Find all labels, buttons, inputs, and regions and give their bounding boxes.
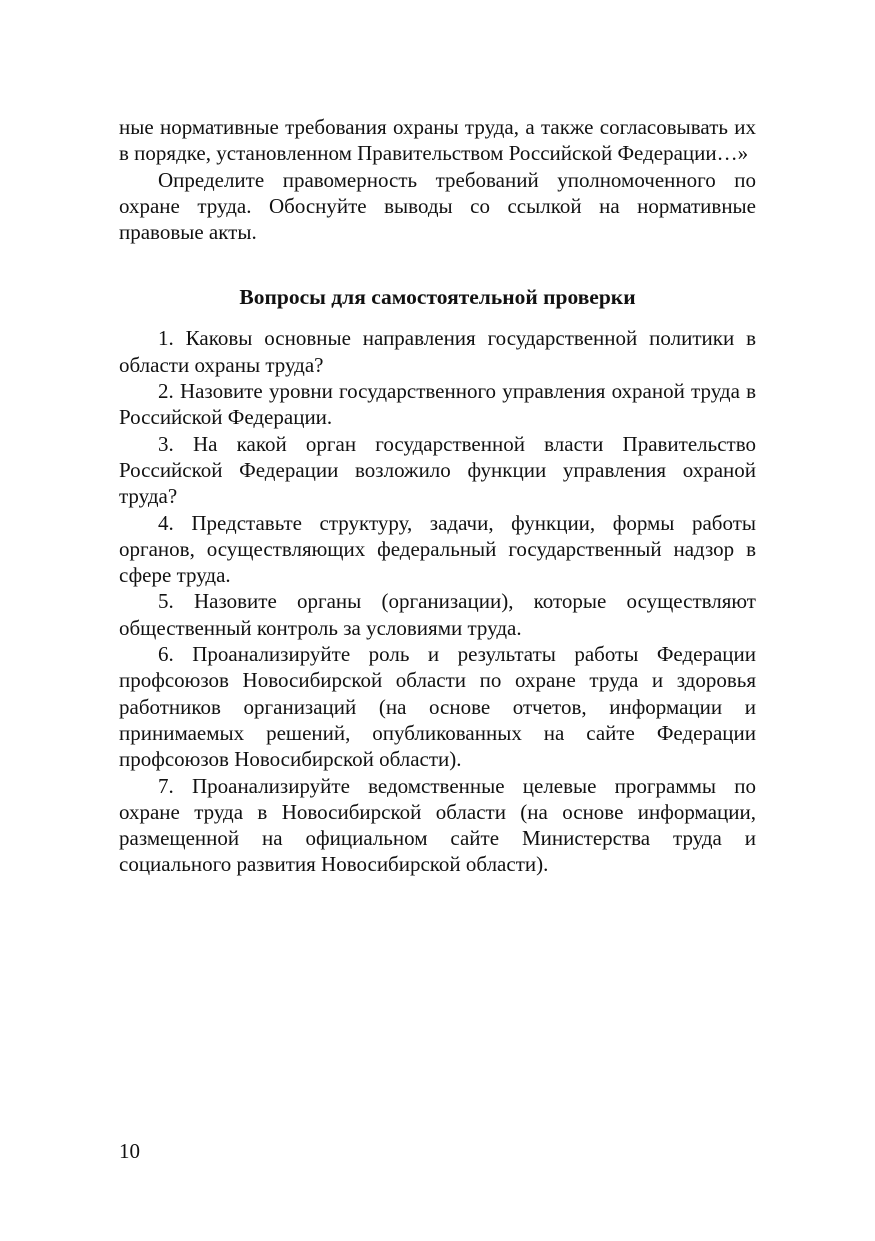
- section-title: Вопросы для самостоятельной проверки: [239, 285, 636, 310]
- question-item: 3. На какой орган государственной власти Правительство Российской Федерации возложило функции управления охраной труда?: [119, 431, 756, 509]
- question-item: 4. Представьте структуру, задачи, функции, формы работы органов, осуществляющих федеральный государственный надзор в сфере труда.: [119, 510, 756, 588]
- questions-list: [119, 325, 756, 877]
- question-item: 5. Назовите органы (организации), которые осуществляют общественный контроль за условиями труда.: [119, 589, 756, 640]
- question-item: 6. Проанализируйте роль и результаты работы Федерации профсоюзов Новосибирской области по охране труда и здоровья работников организаций (на основе отчетов, информации и принимаемых решений, опубликованных на сайте Федерации профсоюзов Новосибирской области).: [119, 642, 756, 772]
- page-body: [119, 114, 756, 878]
- intro-paragraph-continued: ные нормативные требования охраны труда, а также согласовывать их в порядке, установленном Правительством Российской Федерации…»: [119, 115, 756, 166]
- question-item: 1. Каковы основные направления государственной политики в области охраны труда?: [119, 326, 756, 377]
- question-item: 2. Назовите уровни государственного управления охраной труда в Российской Федерации.: [119, 379, 756, 430]
- intro-paragraph-task: Определите правомерность требований уполномоченного по охране труда. Обоснуйте выводы со ссылкой на нормативные правовые акты.: [119, 167, 756, 245]
- page-number: 10: [119, 1139, 140, 1163]
- question-item: 7. Проанализируйте ведомственные целевые программы по охране труда в Новосибирской области (на основе информации, размещенной на официальном сайте Министерства труда и социального развития Новосибирской области).: [119, 773, 756, 877]
